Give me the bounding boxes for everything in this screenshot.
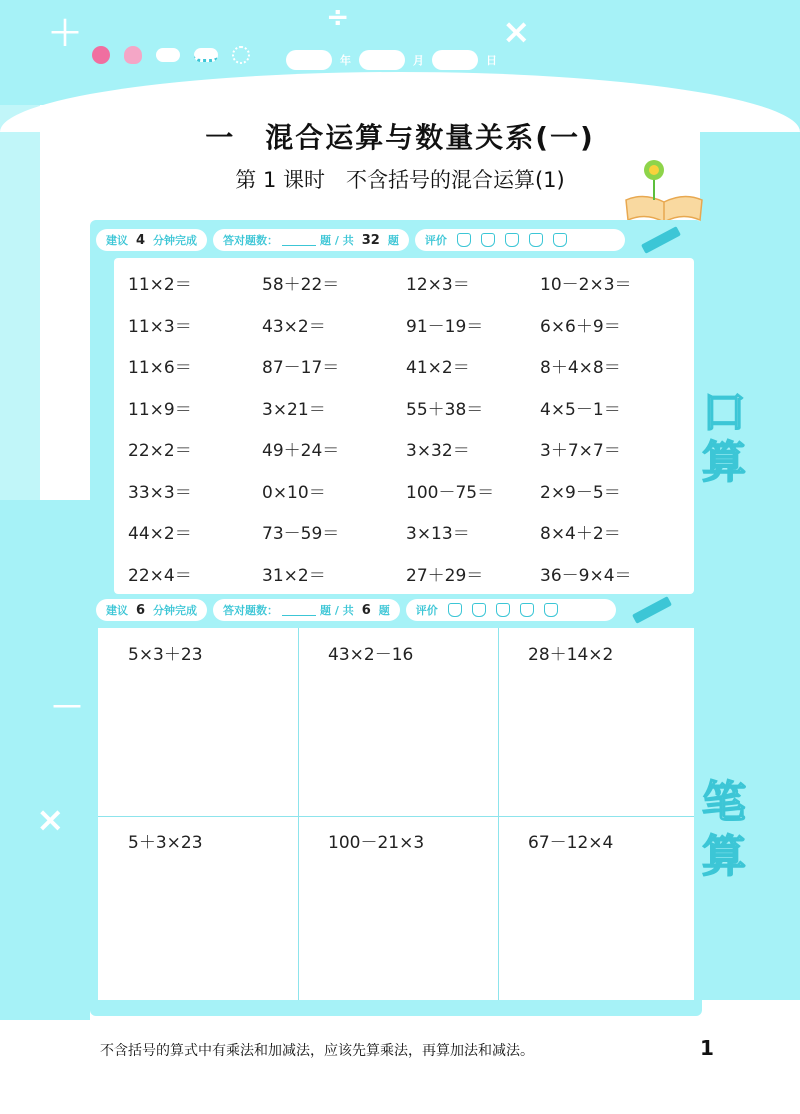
divide-decor-icon: ÷	[326, 0, 350, 33]
year-field[interactable]	[286, 50, 332, 70]
correct-suffix: 题	[378, 604, 390, 617]
year-label: 年	[340, 54, 351, 67]
rating-label: 评价	[415, 604, 438, 617]
oral-exercise-item: 31×2＝	[262, 566, 326, 586]
thumb-icon[interactable]	[520, 603, 534, 617]
day-label: 日	[486, 54, 497, 67]
page-number: 1	[700, 1036, 714, 1060]
written-problem: 100－21×3	[328, 833, 425, 853]
correct-total: 6	[361, 602, 371, 618]
pencil-icon	[632, 596, 672, 624]
section2-time-hint	[96, 599, 207, 621]
correct-suffix: 题	[387, 234, 399, 247]
section2-score	[213, 599, 400, 621]
times-decor-icon: ×	[502, 12, 531, 52]
oral-exercise-item: 12×3＝	[406, 275, 470, 295]
correct-total: 32	[361, 232, 380, 248]
rating-label: 评价	[424, 234, 447, 247]
oral-exercise-item: 73－59＝	[262, 524, 340, 544]
thumb-icon[interactable]	[496, 603, 510, 617]
oral-exercise-item: 27＋29＝	[406, 566, 484, 586]
oral-exercise-item: 8＋4×8＝	[540, 358, 621, 378]
oral-exercise-item: 87－17＝	[262, 358, 340, 378]
snow-icon[interactable]	[232, 46, 250, 64]
oral-exercise-item: 22×2＝	[128, 441, 192, 461]
partly-cloudy-icon[interactable]	[124, 46, 142, 64]
correct-prefix: 答对题数：	[223, 234, 279, 247]
grid-divider	[98, 816, 694, 817]
oral-exercise-item: 36－9×4＝	[540, 566, 632, 586]
time-suffix: 分钟完成	[153, 604, 198, 617]
correct-count-field[interactable]	[282, 234, 316, 246]
section1-rating	[415, 229, 625, 251]
rain-icon[interactable]	[194, 48, 218, 62]
written-problem: 67－12×4	[528, 833, 614, 853]
book-flower-icon	[622, 154, 706, 224]
month-label: 月	[413, 54, 424, 67]
oral-exercise-item: 44×2＝	[128, 524, 192, 544]
grid-divider	[498, 628, 499, 1000]
cloudy-icon[interactable]	[156, 48, 180, 62]
thumb-icon[interactable]	[457, 233, 471, 247]
time-suffix: 分钟完成	[153, 234, 198, 247]
written-problem: 28＋14×2	[528, 645, 614, 665]
correct-mid: 题 / 共	[320, 234, 354, 247]
time-value: 4	[136, 232, 146, 248]
oral-exercise-item: 41×2＝	[406, 358, 470, 378]
sun-icon[interactable]	[92, 46, 110, 64]
left-background	[0, 500, 90, 1020]
section1-info-bar	[96, 228, 681, 252]
thumb-icon[interactable]	[544, 603, 558, 617]
thumb-icon[interactable]	[553, 233, 567, 247]
written-problem: 43×2－16	[328, 645, 414, 665]
oral-exercise-item: 43×2＝	[262, 317, 326, 337]
footer-note: 不含括号的算式中有乘法和加减法，应该先算乘法，再算加法和减法。	[100, 1043, 534, 1059]
minus-decor-icon: －	[50, 688, 84, 728]
written-problem: 5＋3×23	[128, 833, 203, 853]
correct-count-field[interactable]	[282, 604, 316, 616]
oral-exercise-item: 3×21＝	[262, 400, 326, 420]
grid-divider	[298, 628, 299, 1000]
written-problem: 5×3＋23	[128, 645, 203, 665]
time-prefix: 建议	[106, 604, 128, 617]
oral-exercise-item: 3×32＝	[406, 441, 470, 461]
times-decor-icon-2: ×	[36, 800, 65, 840]
oral-exercise-item: 3＋7×7＝	[540, 441, 621, 461]
oral-exercise-item: 49＋24＝	[262, 441, 340, 461]
oral-exercise-item: 22×4＝	[128, 566, 192, 586]
oral-exercise-item: 0×10＝	[262, 483, 326, 503]
page-title: 一 混合运算与数量关系(一)	[205, 121, 595, 154]
oral-exercise-item: 33×3＝	[128, 483, 192, 503]
time-value: 6	[136, 602, 146, 618]
oral-exercise-item: 8×4＋2＝	[540, 524, 621, 544]
plus-decor-icon: ＋	[48, 14, 82, 54]
section1-time-hint	[96, 229, 207, 251]
written-calc-area	[98, 628, 694, 1000]
date-row	[286, 50, 505, 70]
oral-exercise-item: 11×2＝	[128, 275, 192, 295]
pencil-icon	[641, 226, 681, 254]
side-label-written-1: 笔	[702, 777, 746, 828]
oral-exercise-item: 4×5－1＝	[540, 400, 621, 420]
thumb-icon[interactable]	[481, 233, 495, 247]
oral-exercise-item: 58＋22＝	[262, 275, 340, 295]
section1-score	[213, 229, 409, 251]
thumb-icon[interactable]	[472, 603, 486, 617]
time-prefix: 建议	[106, 234, 128, 247]
section2-rating	[406, 599, 616, 621]
weather-selector	[92, 46, 250, 64]
oral-exercise-item: 3×13＝	[406, 524, 470, 544]
correct-mid: 题 / 共	[320, 604, 354, 617]
oral-exercise-item: 91－19＝	[406, 317, 484, 337]
thumb-icon[interactable]	[448, 603, 462, 617]
side-label-written-2: 算	[702, 831, 746, 882]
oral-exercise-item: 6×6＋9＝	[540, 317, 621, 337]
section2-info-bar	[96, 598, 672, 622]
oral-exercise-item: 2×9－5＝	[540, 483, 621, 503]
side-label-oral-2: 算	[702, 437, 746, 488]
oral-exercise-item: 11×3＝	[128, 317, 192, 337]
thumb-icon[interactable]	[529, 233, 543, 247]
lesson-subtitle: 第 1 课时 不含括号的混合运算(1)	[235, 168, 565, 192]
oral-exercise-item: 11×9＝	[128, 400, 192, 420]
oral-exercise-item: 10－2×3＝	[540, 275, 632, 295]
side-label-oral-1: 口	[702, 387, 746, 438]
day-field[interactable]	[432, 50, 478, 70]
oral-exercise-item: 11×6＝	[128, 358, 192, 378]
month-field[interactable]	[359, 50, 405, 70]
correct-prefix: 答对题数：	[223, 604, 279, 617]
oral-exercise-item: 55＋38＝	[406, 400, 484, 420]
oral-exercise-item: 100－75＝	[406, 483, 495, 503]
thumb-icon[interactable]	[505, 233, 519, 247]
